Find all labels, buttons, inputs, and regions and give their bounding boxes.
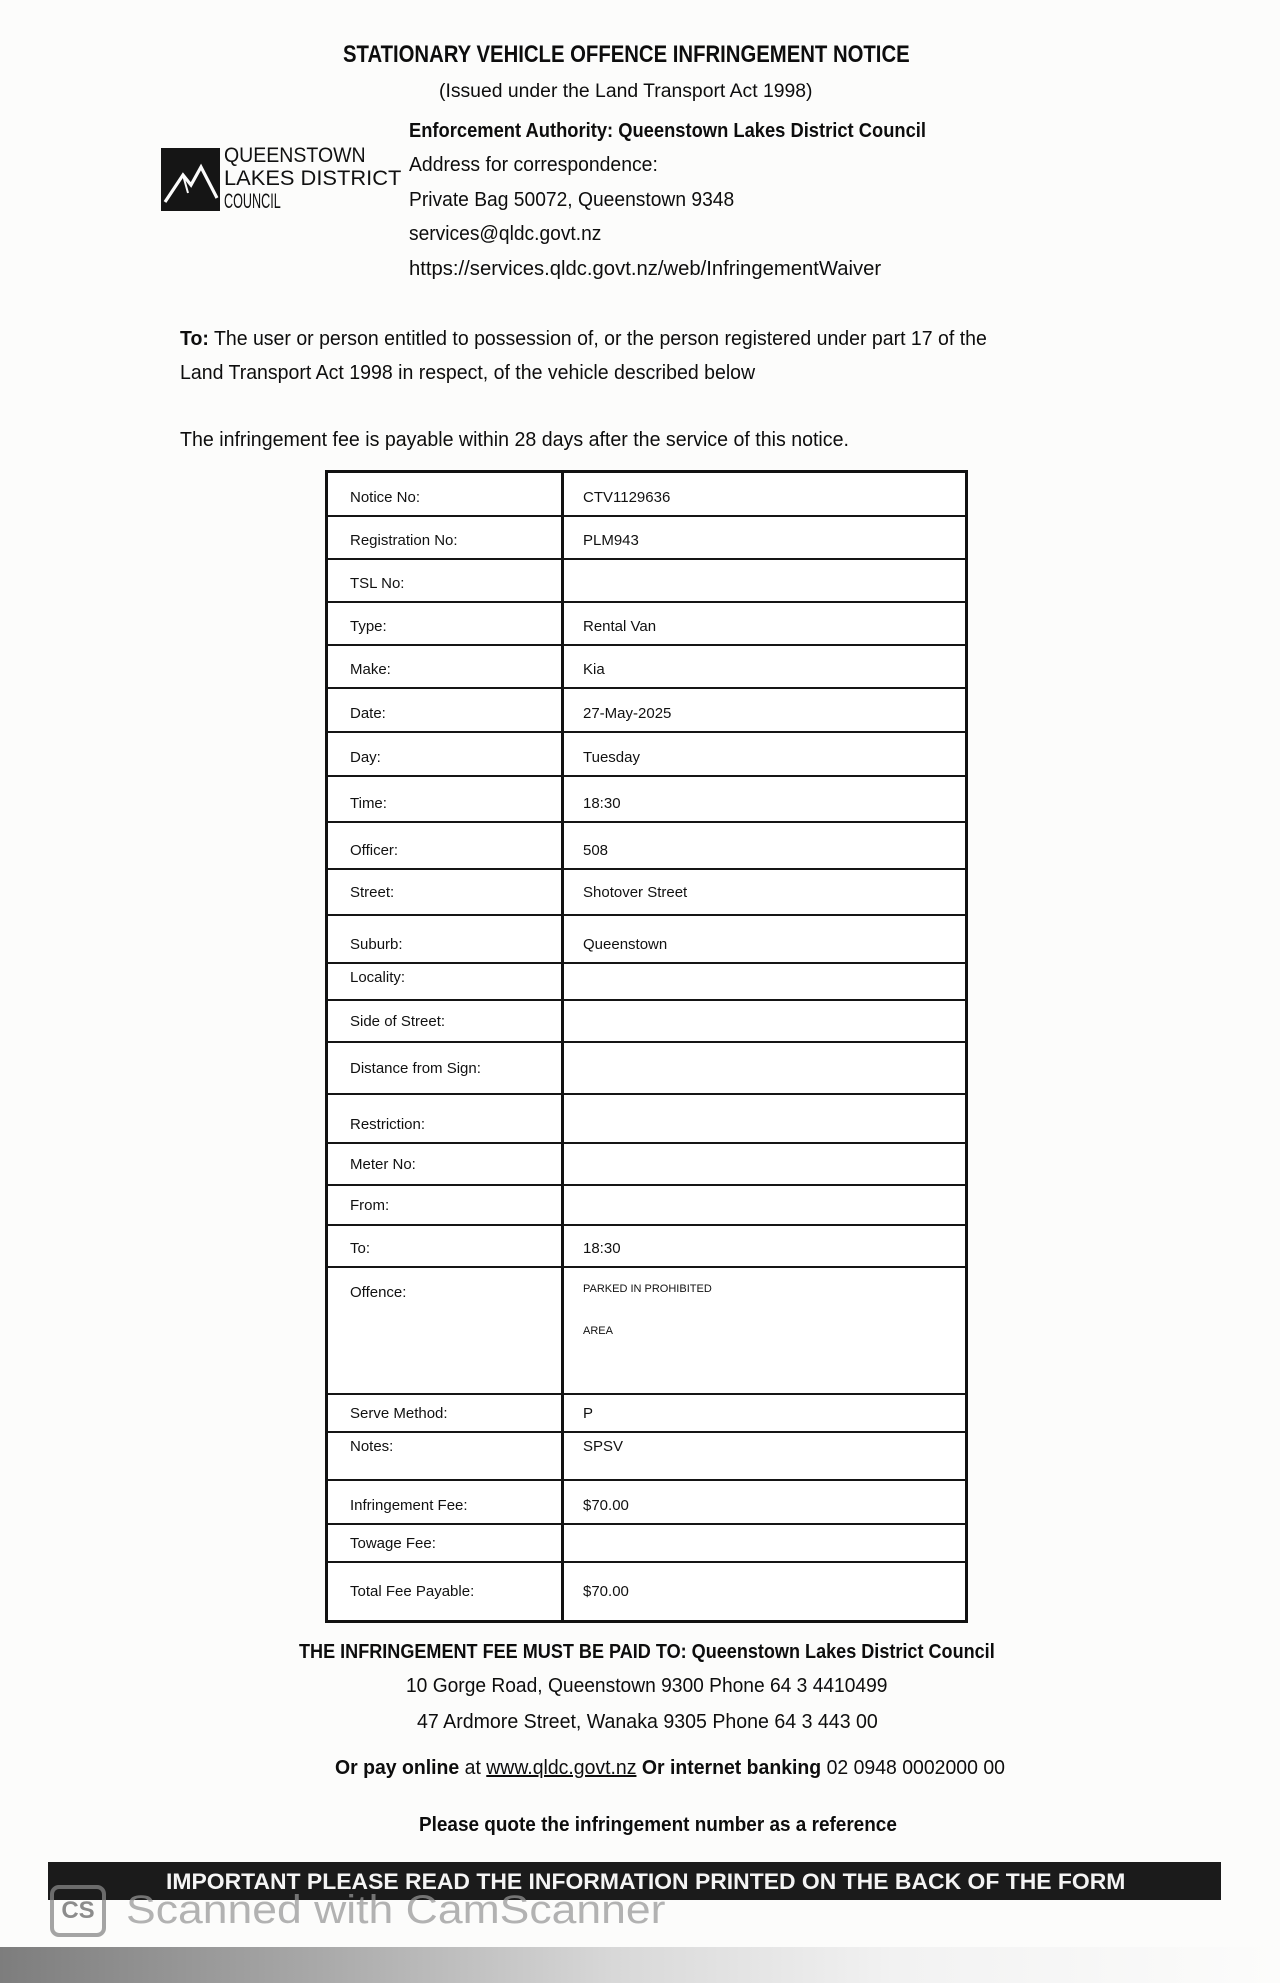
infringement-fee-row	[328, 1481, 965, 1525]
queenstown-office: 10 Gorge Road, Queenstown 9300 Phone 64 3 4410499	[406, 1675, 888, 1697]
total-fee-payable-row	[328, 1563, 965, 1620]
offence-label: Offence:	[328, 1268, 564, 1393]
recipient-text-1: The user or person entitled to possession of, or the person registered under part 17 of the	[213, 328, 987, 350]
officer-row	[328, 823, 965, 870]
make-label: Make:	[328, 646, 564, 687]
payment-heading: THE INFRINGEMENT FEE MUST BE PAID TO: Queenstown Lakes District Council	[299, 1641, 995, 1663]
infringement-fee-value: $70.00	[583, 1497, 629, 1514]
pay-online-label: Or pay online	[335, 1757, 460, 1779]
registration-no-label: Registration No:	[328, 517, 564, 558]
make-row	[328, 646, 965, 689]
distance-from-sign-label: Distance from Sign:	[328, 1043, 564, 1093]
distance-from-sign-row	[328, 1043, 965, 1095]
to-row	[328, 1226, 965, 1268]
serve-method-label: Serve Method:	[328, 1395, 564, 1431]
restriction-label: Restriction:	[328, 1095, 564, 1142]
wanaka-office: 47 Ardmore Street, Wanaka 9305 Phone 64 3 443 00	[417, 1711, 878, 1733]
council-logo-wordmark	[224, 144, 402, 213]
notice-title: STATIONARY VEHICLE OFFENCE INFRINGEMENT NOTICE	[343, 41, 910, 68]
date-value: 27-May-2025	[583, 705, 672, 722]
suburb-label: Suburb:	[328, 916, 564, 962]
locality-value	[564, 964, 965, 999]
notice-subtitle: (Issued under the Land Transport Act 1998)	[439, 81, 813, 102]
time-label: Time:	[328, 777, 564, 821]
towage-fee-value	[564, 1525, 965, 1561]
infringement-fee-label: Infringement Fee:	[328, 1481, 564, 1523]
from-label: From:	[328, 1186, 564, 1224]
type-label: Type:	[328, 603, 564, 644]
registration-no-row	[328, 517, 965, 560]
registration-no-value: PLM943	[583, 532, 639, 549]
logo-line-3: COUNCIL	[224, 190, 281, 213]
camscanner-logo-icon: CS	[50, 1885, 106, 1937]
payment-options	[335, 1756, 1005, 1780]
recipient-prefix: To:	[180, 328, 209, 350]
contact-email: services@qldc.govt.nz	[409, 223, 602, 245]
address-label: Address for correspondence:	[409, 154, 658, 176]
suburb-row	[328, 916, 965, 964]
distance-from-sign-value	[564, 1043, 965, 1093]
notice-no-row	[328, 473, 965, 517]
offence-value-line: PARKED IN PROHIBITED	[583, 1283, 712, 1295]
towage-fee-label: Towage Fee:	[328, 1525, 564, 1561]
date-row	[328, 689, 965, 733]
side-of-street-label: Side of Street:	[328, 1001, 564, 1041]
date-label: Date:	[328, 689, 564, 731]
offence-row	[328, 1268, 965, 1395]
make-value: Kia	[583, 661, 605, 678]
serve-method-value: P	[583, 1405, 594, 1422]
serve-method-row	[328, 1395, 965, 1433]
meter-no-label: Meter No:	[328, 1144, 564, 1184]
notes-label: Notes:	[328, 1433, 564, 1479]
time-row	[328, 777, 965, 823]
officer-value: 508	[583, 842, 609, 859]
offence-value-line: AREA	[583, 1325, 613, 1337]
notice-no-value: CTV1129636	[583, 489, 671, 506]
officer-label: Officer:	[328, 823, 564, 868]
waiver-url: https://services.qldc.govt.nz/web/InfringementWaiver	[409, 258, 882, 280]
total-fee-payable-label: Total Fee Payable:	[328, 1563, 564, 1620]
time-value: 18:30	[583, 795, 621, 812]
side-of-street-row	[328, 1001, 965, 1043]
meter-no-row	[328, 1144, 965, 1186]
day-label: Day:	[328, 733, 564, 775]
to-label: To:	[328, 1226, 564, 1266]
scan-background-edge	[0, 1947, 1280, 1983]
qldc-website-link[interactable]: www.qldc.govt.nz	[486, 1757, 637, 1779]
reference-instruction: Please quote the infringement number as a reference	[419, 1814, 897, 1836]
recipient-line-1	[180, 327, 987, 351]
to-value: 18:30	[583, 1240, 621, 1257]
suburb-value: Queenstown	[583, 936, 668, 953]
restriction-row	[328, 1095, 965, 1144]
from-value	[564, 1186, 965, 1224]
important-banner-text: IMPORTANT PLEASE READ THE INFORMATION PRINTED ON THE BACK OF THE FORM	[166, 1869, 1126, 1894]
notice-details-table	[325, 470, 968, 1623]
notice-no-label: Notice No:	[328, 473, 564, 515]
payable-notice: The infringement fee is payable within 28 days after the service of this notice.	[180, 429, 849, 451]
street-value: Shotover Street	[583, 883, 688, 901]
day-value: Tuesday	[583, 749, 640, 766]
side-of-street-value	[564, 1001, 965, 1041]
from-row	[328, 1186, 965, 1226]
tsl-no-row	[328, 560, 965, 603]
street-row	[328, 870, 965, 916]
logo-line-1: QUEENSTOWN	[224, 144, 366, 167]
pay-online-at: at	[464, 1757, 481, 1779]
recipient-line-2: Land Transport Act 1998 in respect, of the vehicle described below	[180, 362, 756, 384]
notes-row	[328, 1433, 965, 1481]
enforcement-authority: Enforcement Authority: Queenstown Lakes District Council	[409, 120, 926, 142]
locality-label: Locality:	[328, 964, 564, 999]
offence-value	[564, 1268, 965, 1393]
postal-address: Private Bag 50072, Queenstown 9348	[409, 189, 735, 211]
notes-value: SPSV	[583, 1438, 624, 1455]
street-label: Street:	[328, 870, 564, 914]
tsl-no-label: TSL No:	[328, 560, 564, 601]
tsl-no-value	[564, 560, 965, 601]
day-row	[328, 733, 965, 777]
locality-row	[328, 964, 965, 1001]
meter-no-value	[564, 1144, 965, 1184]
logo-line-2: LAKES DISTRICT	[224, 167, 402, 190]
total-fee-payable-value: $70.00	[583, 1583, 629, 1600]
mountain-logo-icon	[161, 148, 220, 211]
restriction-value	[564, 1095, 965, 1142]
bank-account-number: 02 0948 0002000 00	[826, 1757, 1005, 1779]
type-value: Rental Van	[583, 618, 657, 635]
towage-fee-row	[328, 1525, 965, 1563]
type-row	[328, 603, 965, 646]
camscanner-watermark: Scanned with CamScanner	[126, 1888, 666, 1932]
internet-banking-label: Or internet banking	[641, 1757, 822, 1779]
